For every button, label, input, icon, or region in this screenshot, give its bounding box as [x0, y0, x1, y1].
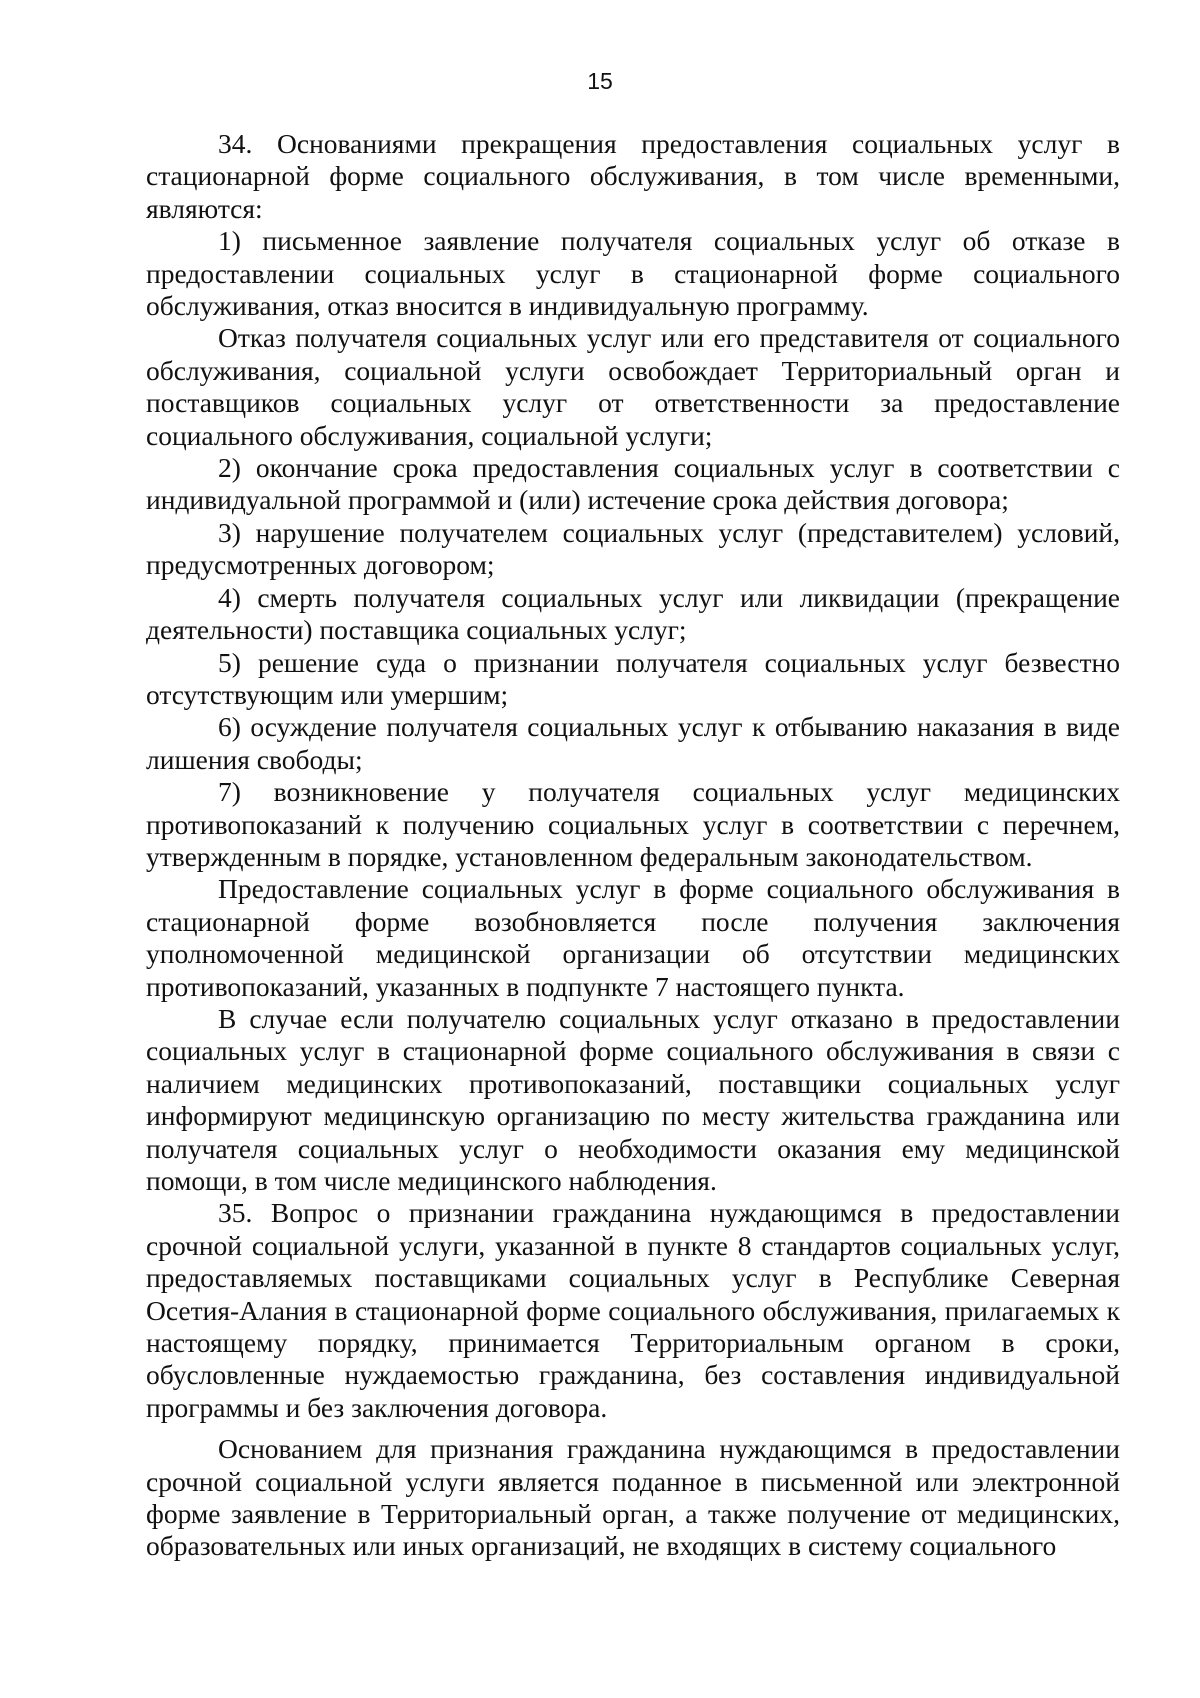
paragraph-refusal: Отказ получателя социальных услуг или его представителя от социального обслуживания, социальной услуги освобождает Территориальный орган и поставщиков социальных услуг от ответственности за предоставление социального обслуживания, социальной услуги;: [146, 322, 1120, 451]
paragraph-item-1: 1) письменное заявление получателя социальных услуг об отказе в предоставлении социальных услуг в стационарной форме социального обслуживания, отказ вносится в индивидуальную программу.: [146, 225, 1120, 322]
paragraph-35-basis: Основанием для признания гражданина нуждающимся в предоставлении срочной социальной услуги является поданное в письменной или электронной форме заявление в Территориальный орган, а также получение от медицинских, образовательных или иных организаций, не входящих в систему социального: [146, 1433, 1120, 1562]
paragraph-item-2: 2) окончание срока предоставления социальных услуг в соответствии с индивидуальной программой и (или) истечение срока действия договора;: [146, 452, 1120, 516]
paragraph-item-7: 7) возникновение у получателя социальных услуг медицинских противопоказаний к получению социальных услуг в соответствии с перечнем, утвержденным в порядке, установленном федеральным законодательством.: [146, 776, 1120, 872]
paragraph-34-intro: 34. Основаниями прекращения предоставления социальных услуг в стационарной форме социального обслуживания, в том числе временными, являются:: [146, 128, 1120, 224]
paragraph-medical-referral: В случае если получателю социальных услуг отказано в предоставлении социальных услуг в стационарной форме социального обслуживания в связи с наличием медицинских противопоказаний, поставщики социальных услуг информируют медицинскую организацию по месту жительства гражданина или получателя социальных услуг о необходимости оказания ему медицинской помощи, в том числе медицинского наблюдения.: [146, 1002, 1120, 1196]
paragraph-item-3: 3) нарушение получателем социальных услуг (представителем) условий, предусмотренных договором;: [146, 516, 1120, 581]
document-body: [146, 128, 1120, 1563]
paragraph-item-6: 6) осуждение получателя социальных услуг к отбыванию наказания в виде лишения свободы;: [146, 711, 1120, 775]
page-number: 15: [587, 68, 613, 94]
paragraph-35: 35. Вопрос о признании гражданина нуждающимся в предоставлении срочной социальной услуги, указанной в пункте 8 стандартов социальных услуг, предоставляемых поставщиками социальных услуг в Республике Северная Осетия-Алания в стационарной форме социального обслуживания, прилагаемых к настоящему порядку, принимается Территориальным органом в сроки, обусловленные нуждаемостью гражданина, без составления индивидуальной программы и без заключения договора.: [146, 1197, 1120, 1423]
paragraph-resumption: Предоставление социальных услуг в форме социального обслуживания в стационарной форме возобновляется после получения заключения уполномоченной медицинской организации об отсутствии медицинских противопоказаний, указанных в подпункте 7 настоящего пункта.: [146, 873, 1120, 1002]
paragraph-item-5: 5) решение суда о признании получателя социальных услуг безвестно отсутствующим или умершим;: [146, 646, 1120, 710]
paragraph-item-4: 4) смерть получателя социальных услуг или ликвидации (прекращение деятельности) поставщика социальных услуг;: [146, 581, 1120, 646]
